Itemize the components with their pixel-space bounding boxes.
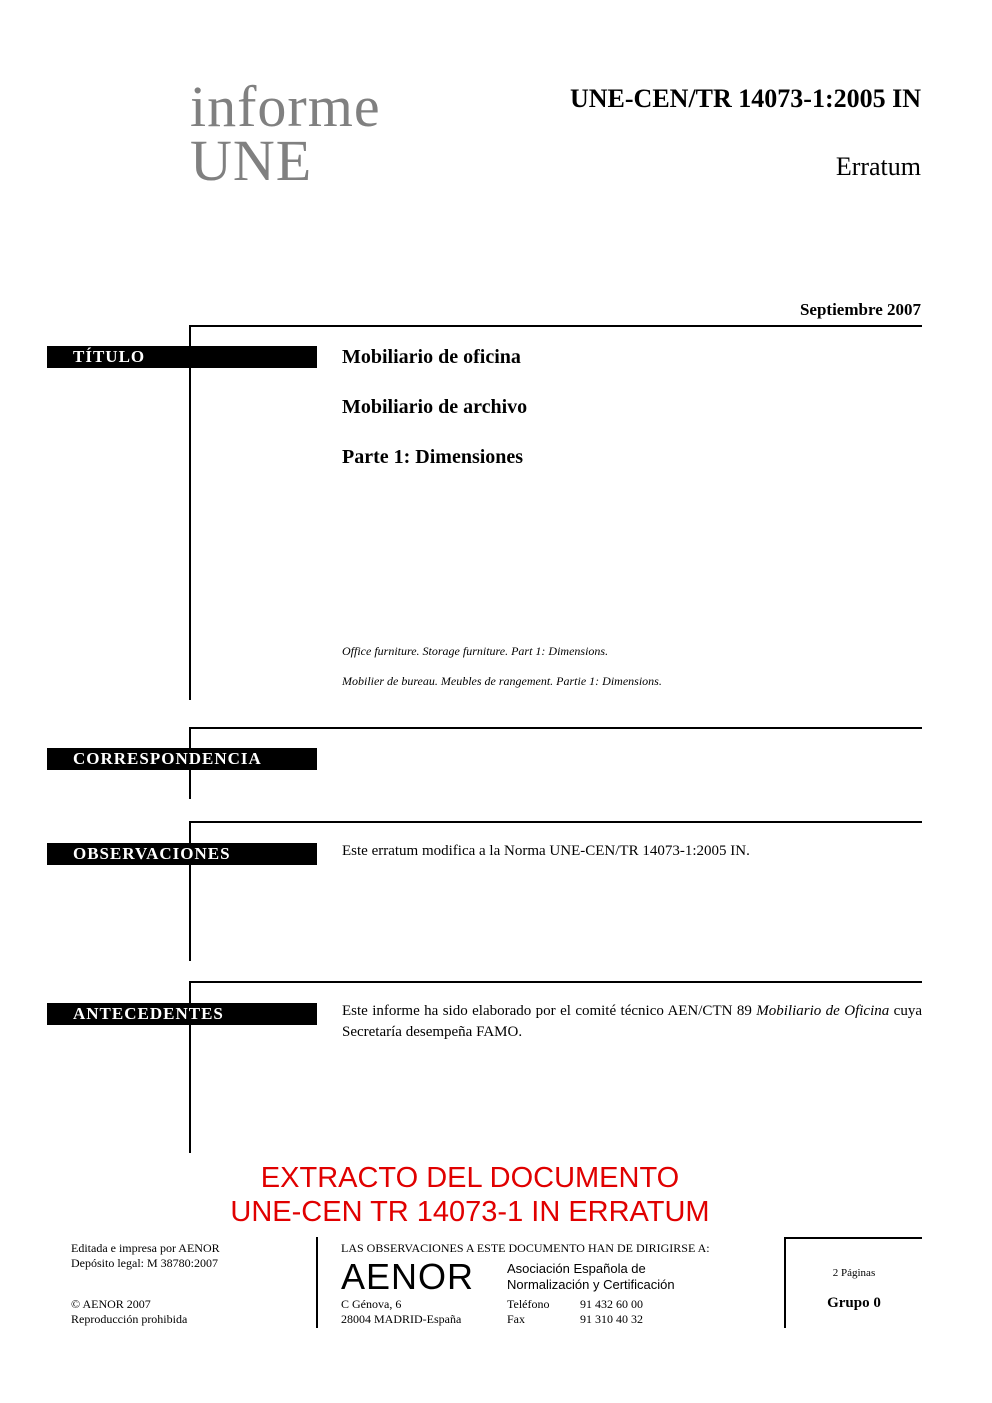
title-line-2: Mobiliario de archivo [342, 396, 528, 418]
footer-divider-left [316, 1237, 318, 1328]
aenor-address-street: C Génova, 6 [341, 1297, 402, 1311]
aenor-address [341, 1297, 461, 1327]
correspondencia-label: CORRESPONDENCIA [47, 748, 317, 770]
fax-number: 91 310 40 32 [580, 1312, 643, 1326]
document-number: UNE-CEN/TR 14073-1:2005 IN [570, 84, 921, 113]
observaciones-text: Este erratum modifica a la Norma UNE-CEN/TR 14073-1:2005 IN. [342, 843, 750, 859]
title-translation-en: Office furniture. Storage furniture. Part 1: Dimensions. [342, 644, 609, 658]
aenor-address-city: 28004 MADRID-España [341, 1312, 462, 1326]
aenor-association [507, 1261, 675, 1293]
titulo-label: TÍTULO [47, 346, 317, 368]
footer-reproduction: Reproducción prohibida [71, 1312, 188, 1326]
document-type: Erratum [835, 152, 921, 181]
extract-notice [0, 1161, 940, 1229]
aenor-association-line-1: Asociación Española de [507, 1261, 646, 1276]
antecedentes-label: ANTECEDENTES [47, 1003, 317, 1025]
correspondencia-top-rule [189, 727, 922, 729]
antecedentes-committee-name: Mobiliario de Oficina [756, 1003, 890, 1019]
footer-rights [71, 1297, 187, 1327]
phone-number: 91 432 60 00 [580, 1297, 643, 1311]
observaciones-top-rule [189, 821, 922, 823]
aenor-contact-values [580, 1297, 643, 1327]
antecedentes-text-end: cuya Secretaría desempeña FAMO. [342, 1003, 922, 1040]
footer-observations: LAS OBSERVACIONES A ESTE DOCUMENTO HAN DE DIRIGIRSE A: [341, 1241, 710, 1255]
footer-publisher [71, 1241, 220, 1271]
footer-copyright: © AENOR 2007 [71, 1297, 151, 1311]
title-translation-fr: Mobilier de bureau. Meubles de rangement. Partie 1: Dimensions. [342, 674, 662, 688]
footer-box-top-rule [784, 1237, 922, 1239]
antecedentes-top-rule [189, 981, 922, 983]
logo-line-informe: informe [190, 74, 381, 139]
publication-date: Septiembre 2007 [799, 300, 921, 319]
title-line-3: Parte 1: Dimensiones [342, 446, 524, 468]
fax-label: Fax [507, 1312, 525, 1326]
antecedentes-text-start: Este informe ha sido elaborado por el comité técnico AEN/CTN 89 [342, 1003, 757, 1019]
titulo-top-rule [189, 325, 922, 327]
title-line-1: Mobiliario de oficina [342, 346, 521, 368]
titulo-side-rule [189, 325, 191, 700]
extract-line-1: EXTRACTO DEL DOCUMENTO [260, 1162, 680, 1194]
observaciones-label: OBSERVACIONES [47, 843, 317, 865]
aenor-association-line-2: Normalización y Certificación [507, 1277, 675, 1292]
price-group: Grupo 0 [827, 1295, 881, 1311]
footer-divider-right [784, 1237, 786, 1328]
page-count: 2 Páginas [832, 1267, 876, 1279]
antecedentes-text [342, 1001, 922, 1043]
phone-label: Teléfono [507, 1297, 550, 1311]
footer-edited: Editada e impresa por AENOR [71, 1241, 220, 1255]
aenor-contact-labels [507, 1297, 549, 1327]
extract-line-2: UNE-CEN TR 14073-1 IN ERRATUM [230, 1196, 710, 1228]
observaciones-side-rule [189, 821, 191, 961]
footer-deposit: Depósito legal: M 38780:2007 [71, 1256, 218, 1270]
aenor-logo: AENOR [341, 1256, 475, 1297]
logo-line-une: UNE [190, 128, 313, 193]
informe-une-logo [190, 74, 381, 193]
